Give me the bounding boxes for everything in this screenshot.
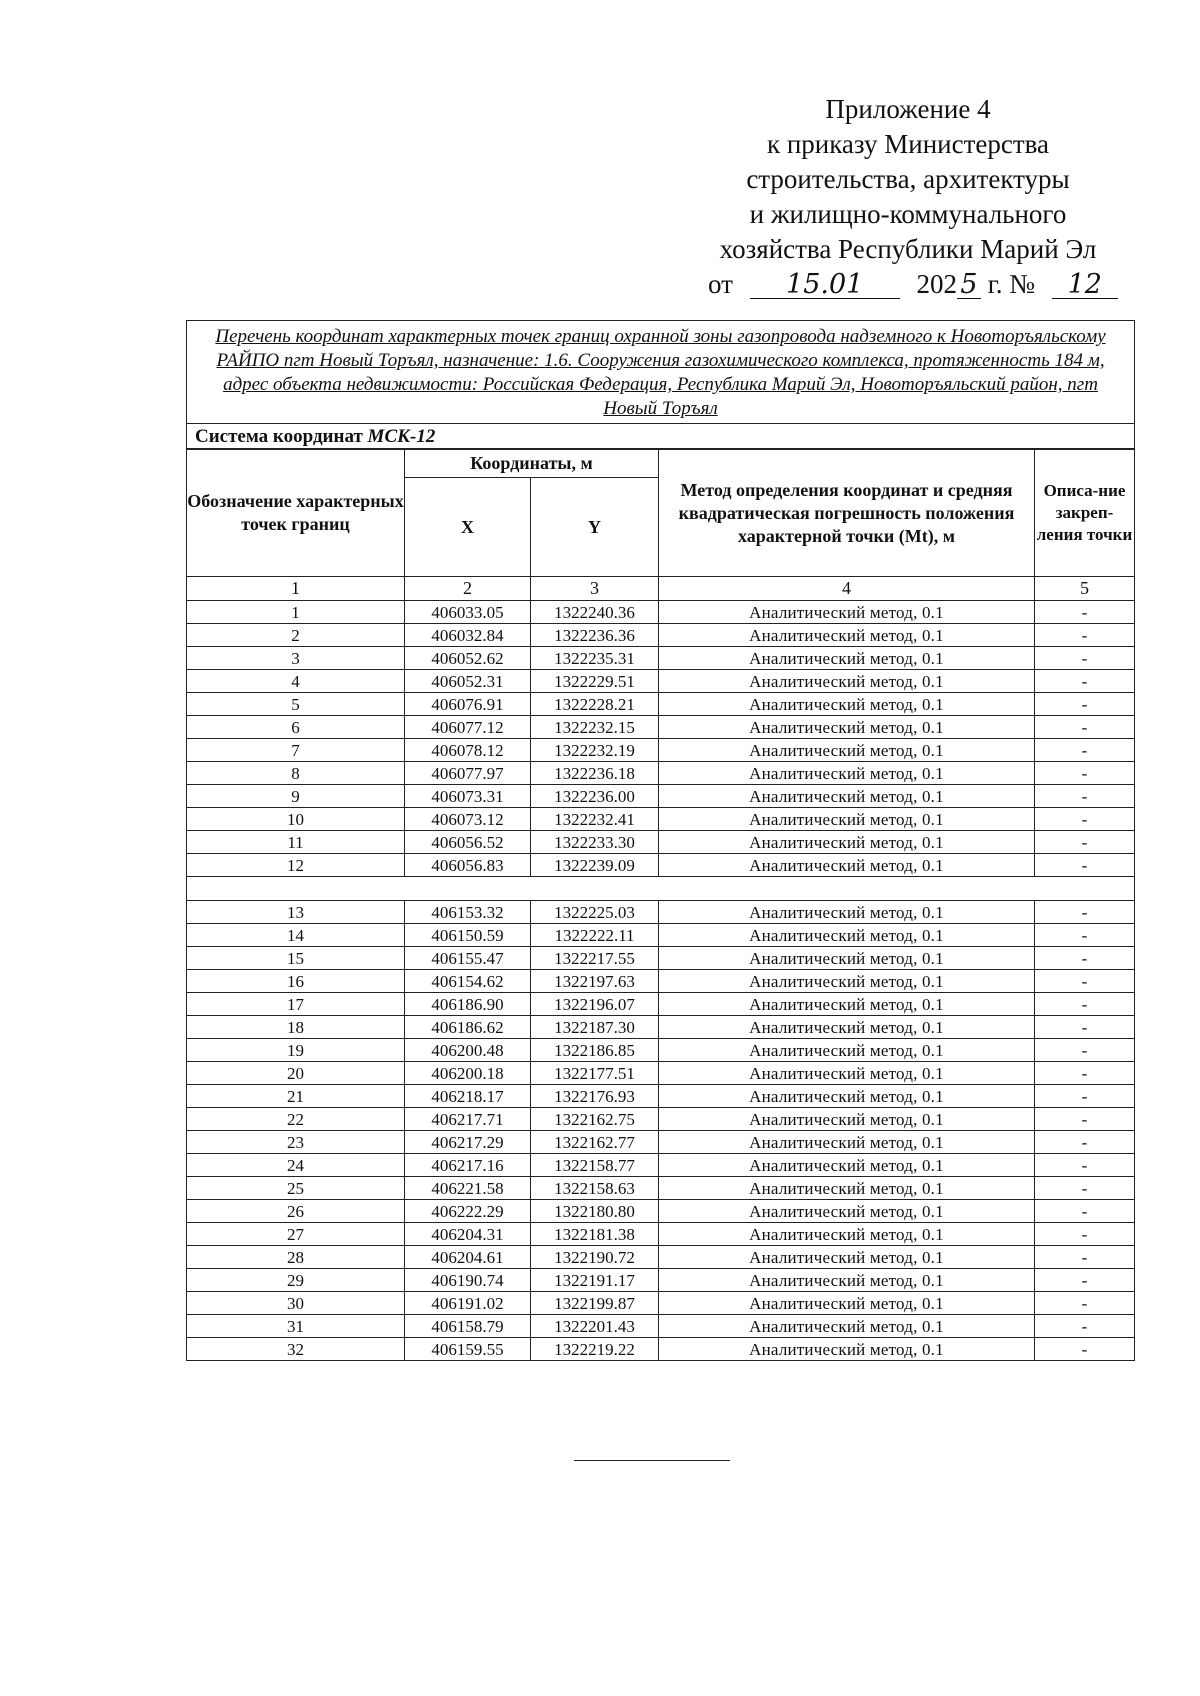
description-cell: - (1035, 1016, 1135, 1039)
x-coordinate-cell: 406217.71 (405, 1108, 531, 1131)
table-row (187, 993, 1135, 1016)
y-coordinate-cell: 1322222.11 (531, 924, 659, 947)
table-row (187, 1039, 1135, 1062)
header-x: X (405, 478, 531, 577)
x-coordinate-cell: 406159.55 (405, 1338, 531, 1361)
header-point-designation: Обозначение характерных точек границ (187, 449, 405, 577)
point-number-cell: 6 (187, 716, 405, 739)
column-number: 5 (1035, 577, 1135, 601)
y-coordinate-cell: 1322232.41 (531, 808, 659, 831)
column-number: 4 (659, 577, 1035, 601)
x-coordinate-cell: 406217.29 (405, 1131, 531, 1154)
method-cell: Аналитический метод, 0.1 (659, 1177, 1035, 1200)
table-row (187, 1338, 1135, 1361)
description-cell: - (1035, 670, 1135, 693)
table-row (187, 693, 1135, 716)
table-row (187, 854, 1135, 877)
description-cell: - (1035, 601, 1135, 624)
description-cell: - (1035, 970, 1135, 993)
x-coordinate-cell: 406073.12 (405, 808, 531, 831)
description-cell: - (1035, 624, 1135, 647)
y-coordinate-cell: 1322186.85 (531, 1039, 659, 1062)
point-number-cell: 16 (187, 970, 405, 993)
point-number-cell: 21 (187, 1085, 405, 1108)
description-cell: - (1035, 808, 1135, 831)
x-coordinate-cell: 406052.31 (405, 670, 531, 693)
coordinates-table (186, 320, 1135, 1361)
y-coordinate-cell: 1322232.15 (531, 716, 659, 739)
point-number-cell: 28 (187, 1246, 405, 1269)
point-number-cell: 4 (187, 670, 405, 693)
description-cell: - (1035, 1085, 1135, 1108)
method-cell: Аналитический метод, 0.1 (659, 716, 1035, 739)
table-row (187, 1223, 1135, 1246)
method-cell: Аналитический метод, 0.1 (659, 1269, 1035, 1292)
description-cell: - (1035, 1269, 1135, 1292)
table-row (187, 808, 1135, 831)
point-number-cell: 19 (187, 1039, 405, 1062)
method-cell: Аналитический метод, 0.1 (659, 1108, 1035, 1131)
order-number-field: 12 (1052, 271, 1118, 299)
description-cell: - (1035, 739, 1135, 762)
y-coordinate-cell: 1322225.03 (531, 901, 659, 924)
description-cell: - (1035, 1131, 1135, 1154)
x-coordinate-cell: 406155.47 (405, 947, 531, 970)
y-coordinate-cell: 1322219.22 (531, 1338, 659, 1361)
method-cell: Аналитический метод, 0.1 (659, 601, 1035, 624)
table-row (187, 1269, 1135, 1292)
table-row (187, 1246, 1135, 1269)
method-cell: Аналитический метод, 0.1 (659, 947, 1035, 970)
x-coordinate-cell: 406150.59 (405, 924, 531, 947)
method-cell: Аналитический метод, 0.1 (659, 924, 1035, 947)
method-cell: Аналитический метод, 0.1 (659, 1085, 1035, 1108)
x-coordinate-cell: 406217.16 (405, 1154, 531, 1177)
description-cell: - (1035, 831, 1135, 854)
method-cell: Аналитический метод, 0.1 (659, 1200, 1035, 1223)
table-row (187, 762, 1135, 785)
table-row (187, 739, 1135, 762)
point-number-cell: 5 (187, 693, 405, 716)
description-cell: - (1035, 1108, 1135, 1131)
year-prefix: 202 (916, 269, 957, 299)
description-cell: - (1035, 1154, 1135, 1177)
point-number-cell: 12 (187, 854, 405, 877)
method-cell: Аналитический метод, 0.1 (659, 762, 1035, 785)
x-coordinate-cell: 406078.12 (405, 739, 531, 762)
point-number-cell: 20 (187, 1062, 405, 1085)
description-cell: - (1035, 785, 1135, 808)
point-group-2 (187, 901, 1135, 1361)
end-of-document-rule (574, 1460, 730, 1461)
table-row (187, 1062, 1135, 1085)
x-coordinate-cell: 406191.02 (405, 1292, 531, 1315)
y-coordinate-cell: 1322197.63 (531, 970, 659, 993)
point-number-cell: 13 (187, 901, 405, 924)
method-cell: Аналитический метод, 0.1 (659, 1292, 1035, 1315)
point-number-cell: 3 (187, 647, 405, 670)
y-coordinate-cell: 1322162.77 (531, 1131, 659, 1154)
point-number-cell: 29 (187, 1269, 405, 1292)
description-cell: - (1035, 716, 1135, 739)
description-cell: - (1035, 1292, 1135, 1315)
header-line-5: хозяйства Республики Марий Эл (719, 234, 1097, 264)
description-cell: - (1035, 1039, 1135, 1062)
table-row (187, 1016, 1135, 1039)
table-row (187, 785, 1135, 808)
x-coordinate-cell: 406222.29 (405, 1200, 531, 1223)
appendix-header (708, 92, 1108, 302)
coordinate-system (187, 424, 1135, 450)
x-coordinate-cell: 406032.84 (405, 624, 531, 647)
table-row (187, 924, 1135, 947)
number-prefix: г. № (987, 269, 1035, 299)
y-coordinate-cell: 1322217.55 (531, 947, 659, 970)
point-number-cell: 17 (187, 993, 405, 1016)
x-coordinate-cell: 406154.62 (405, 970, 531, 993)
y-coordinate-cell: 1322181.38 (531, 1223, 659, 1246)
description-cell: - (1035, 1315, 1135, 1338)
point-number-cell: 25 (187, 1177, 405, 1200)
column-number: 1 (187, 577, 405, 601)
x-coordinate-cell: 406158.79 (405, 1315, 531, 1338)
header-line-4: и жилищно-коммунального (749, 199, 1067, 229)
point-number-cell: 2 (187, 624, 405, 647)
method-cell: Аналитический метод, 0.1 (659, 1039, 1035, 1062)
method-cell: Аналитический метод, 0.1 (659, 808, 1035, 831)
method-cell: Аналитический метод, 0.1 (659, 970, 1035, 993)
year-digit-field: 5 (957, 271, 981, 299)
table-row (187, 647, 1135, 670)
method-cell: Аналитический метод, 0.1 (659, 670, 1035, 693)
point-number-cell: 11 (187, 831, 405, 854)
x-coordinate-cell: 406204.61 (405, 1246, 531, 1269)
y-coordinate-cell: 1322187.30 (531, 1016, 659, 1039)
header-method: Метод определения координат и средняя квадратическая погрешность положения характерной точки (Mt), м (659, 449, 1035, 577)
x-coordinate-cell: 406200.48 (405, 1039, 531, 1062)
coordinate-system-label: Система координат (195, 426, 363, 447)
method-cell: Аналитический метод, 0.1 (659, 647, 1035, 670)
table-row (187, 1200, 1135, 1223)
y-coordinate-cell: 1322190.72 (531, 1246, 659, 1269)
method-cell: Аналитический метод, 0.1 (659, 693, 1035, 716)
description-cell: - (1035, 993, 1135, 1016)
appendix-title: Приложение 4 (825, 94, 991, 124)
y-coordinate-cell: 1322232.19 (531, 739, 659, 762)
y-coordinate-cell: 1322196.07 (531, 993, 659, 1016)
method-cell: Аналитический метод, 0.1 (659, 854, 1035, 877)
point-number-cell: 26 (187, 1200, 405, 1223)
y-coordinate-cell: 1322228.21 (531, 693, 659, 716)
point-number-cell: 24 (187, 1154, 405, 1177)
description-cell: - (1035, 1223, 1135, 1246)
header-line-3: строительства, архитектуры (746, 164, 1070, 194)
point-number-cell: 10 (187, 808, 405, 831)
method-cell: Аналитический метод, 0.1 (659, 1223, 1035, 1246)
method-cell: Аналитический метод, 0.1 (659, 1154, 1035, 1177)
y-coordinate-cell: 1322236.00 (531, 785, 659, 808)
table-row (187, 1292, 1135, 1315)
y-coordinate-cell: 1322201.43 (531, 1315, 659, 1338)
table-row (187, 716, 1135, 739)
description-cell: - (1035, 901, 1135, 924)
table-row (187, 1108, 1135, 1131)
point-number-cell: 9 (187, 785, 405, 808)
table-row (187, 601, 1135, 624)
date-field: 15.01 (750, 271, 900, 299)
table-title: Перечень координат характерных точек границ охранной зоны газопровода надземного к Новоторъяльскому РАЙПО пгт Новый Торъял, назначение: 1.6. Сооружения газохимического комплекса, протяженность 184 м, адрес объекта недвижимости: Российская Федерация, Республика Марий Эл, Новоторъяльский район, пгт Новый Торъял (187, 321, 1135, 424)
y-coordinate-cell: 1322236.36 (531, 624, 659, 647)
method-cell: Аналитический метод, 0.1 (659, 1315, 1035, 1338)
table-row (187, 1177, 1135, 1200)
point-number-cell: 32 (187, 1338, 405, 1361)
method-cell: Аналитический метод, 0.1 (659, 624, 1035, 647)
table-row (187, 624, 1135, 647)
point-number-cell: 14 (187, 924, 405, 947)
method-cell: Аналитический метод, 0.1 (659, 785, 1035, 808)
point-number-cell: 30 (187, 1292, 405, 1315)
method-cell: Аналитический метод, 0.1 (659, 901, 1035, 924)
description-cell: - (1035, 854, 1135, 877)
coordinate-system-value: МСК-12 (367, 426, 436, 447)
point-number-cell: 23 (187, 1131, 405, 1154)
x-coordinate-cell: 406073.31 (405, 785, 531, 808)
point-number-cell: 7 (187, 739, 405, 762)
point-group-1 (187, 601, 1135, 877)
group-separator (187, 877, 1135, 901)
description-cell: - (1035, 693, 1135, 716)
method-cell: Аналитический метод, 0.1 (659, 739, 1035, 762)
method-cell: Аналитический метод, 0.1 (659, 1338, 1035, 1361)
x-coordinate-cell: 406218.17 (405, 1085, 531, 1108)
point-number-cell: 27 (187, 1223, 405, 1246)
table-row (187, 1315, 1135, 1338)
x-coordinate-cell: 406153.32 (405, 901, 531, 924)
y-coordinate-cell: 1322236.18 (531, 762, 659, 785)
description-cell: - (1035, 1246, 1135, 1269)
column-number-row (187, 577, 1135, 601)
y-coordinate-cell: 1322158.77 (531, 1154, 659, 1177)
x-coordinate-cell: 406190.74 (405, 1269, 531, 1292)
description-cell: - (1035, 947, 1135, 970)
x-coordinate-cell: 406052.62 (405, 647, 531, 670)
y-coordinate-cell: 1322233.30 (531, 831, 659, 854)
x-coordinate-cell: 406056.52 (405, 831, 531, 854)
y-coordinate-cell: 1322158.63 (531, 1177, 659, 1200)
order-date-line (708, 267, 1108, 302)
x-coordinate-cell: 406200.18 (405, 1062, 531, 1085)
description-cell: - (1035, 762, 1135, 785)
header-coordinates: Координаты, м (405, 449, 659, 478)
table-row (187, 831, 1135, 854)
x-coordinate-cell: 406204.31 (405, 1223, 531, 1246)
x-coordinate-cell: 406186.62 (405, 1016, 531, 1039)
x-coordinate-cell: 406186.90 (405, 993, 531, 1016)
description-cell: - (1035, 924, 1135, 947)
y-coordinate-cell: 1322229.51 (531, 670, 659, 693)
description-cell: - (1035, 647, 1135, 670)
method-cell: Аналитический метод, 0.1 (659, 1131, 1035, 1154)
table-row (187, 970, 1135, 993)
y-coordinate-cell: 1322240.36 (531, 601, 659, 624)
point-number-cell: 18 (187, 1016, 405, 1039)
separator-row (187, 877, 1135, 901)
method-cell: Аналитический метод, 0.1 (659, 993, 1035, 1016)
y-coordinate-cell: 1322239.09 (531, 854, 659, 877)
point-number-cell: 15 (187, 947, 405, 970)
x-coordinate-cell: 406221.58 (405, 1177, 531, 1200)
table-row (187, 1131, 1135, 1154)
description-cell: - (1035, 1338, 1135, 1361)
column-number: 3 (531, 577, 659, 601)
header-line-2: к приказу Министерства (766, 129, 1050, 159)
x-coordinate-cell: 406076.91 (405, 693, 531, 716)
y-coordinate-cell: 1322191.17 (531, 1269, 659, 1292)
y-coordinate-cell: 1322162.75 (531, 1108, 659, 1131)
y-coordinate-cell: 1322199.87 (531, 1292, 659, 1315)
table-row (187, 670, 1135, 693)
header-description: Описа-ние закреп-ления точки (1035, 449, 1135, 577)
header-y: Y (531, 478, 659, 577)
x-coordinate-cell: 406077.97 (405, 762, 531, 785)
table-row (187, 947, 1135, 970)
table-row (187, 1154, 1135, 1177)
x-coordinate-cell: 406056.83 (405, 854, 531, 877)
y-coordinate-cell: 1322176.93 (531, 1085, 659, 1108)
y-coordinate-cell: 1322177.51 (531, 1062, 659, 1085)
method-cell: Аналитический метод, 0.1 (659, 1246, 1035, 1269)
point-number-cell: 22 (187, 1108, 405, 1131)
method-cell: Аналитический метод, 0.1 (659, 1062, 1035, 1085)
column-number: 2 (405, 577, 531, 601)
point-number-cell: 31 (187, 1315, 405, 1338)
point-number-cell: 1 (187, 601, 405, 624)
method-cell: Аналитический метод, 0.1 (659, 831, 1035, 854)
y-coordinate-cell: 1322180.80 (531, 1200, 659, 1223)
description-cell: - (1035, 1177, 1135, 1200)
x-coordinate-cell: 406033.05 (405, 601, 531, 624)
point-number-cell: 8 (187, 762, 405, 785)
y-coordinate-cell: 1322235.31 (531, 647, 659, 670)
method-cell: Аналитический метод, 0.1 (659, 1016, 1035, 1039)
x-coordinate-cell: 406077.12 (405, 716, 531, 739)
table-row (187, 901, 1135, 924)
table-row (187, 1085, 1135, 1108)
description-cell: - (1035, 1062, 1135, 1085)
date-prefix: от (708, 269, 733, 299)
description-cell: - (1035, 1200, 1135, 1223)
